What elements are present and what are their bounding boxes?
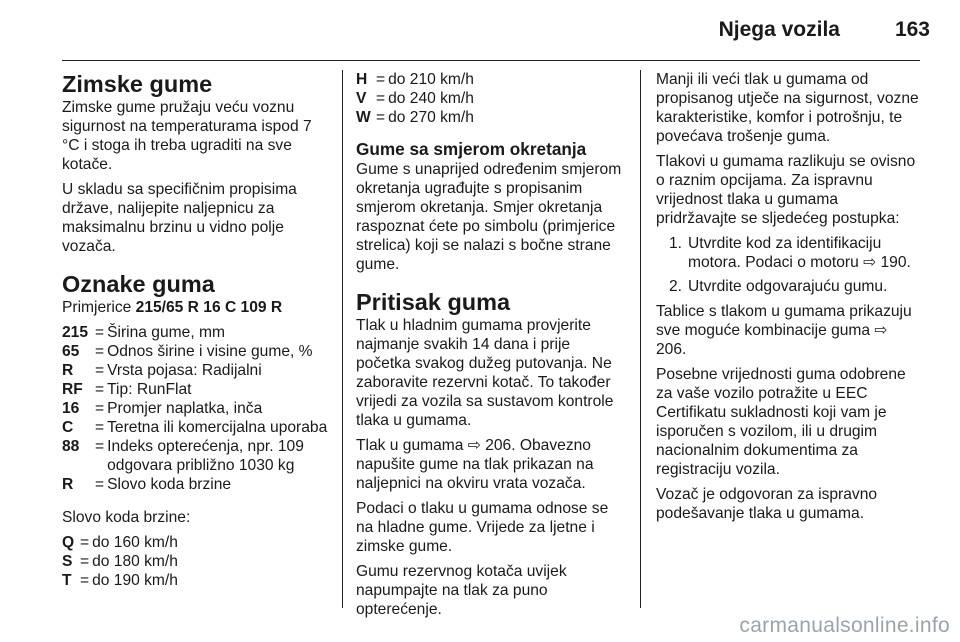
definition-value: Odnos širine i visine gume, % — [107, 343, 313, 360]
speed-row — [356, 70, 624, 89]
speed-value: do 210 km/h — [388, 71, 474, 88]
example-prefix: Primjerice — [62, 299, 136, 316]
column-3 — [656, 70, 922, 529]
speed-key: S — [62, 553, 73, 570]
definition-row — [62, 342, 330, 361]
definition-row — [62, 380, 330, 399]
definition-value: Promjer naplatka, inča — [107, 400, 263, 417]
procedure-step — [656, 234, 922, 272]
paragraph-col3-2: Tlakovi u gumama razlikuju se ovisno o raznim opcijama. Za ispravnu vrijednost tlaka u gumama pridržavajte se sljedećeg postupka: — [656, 153, 916, 227]
speed-key: T — [62, 572, 72, 589]
speed-row — [62, 533, 330, 552]
heading-winter-tires: Zimske gume — [62, 71, 213, 97]
speed-key: V — [356, 90, 367, 107]
column-2 — [356, 70, 624, 625]
speed-key: Q — [62, 534, 75, 551]
paragraph-col3-5: Vozač je odgovoran za ispravno podešavanje tlaka u gumama. — [656, 486, 878, 522]
definition-key: 65 — [62, 343, 80, 360]
equals-sign: = — [376, 109, 386, 126]
speed-row — [62, 571, 330, 590]
definition-row — [62, 399, 330, 418]
speed-code-list-1 — [62, 533, 330, 590]
equals-sign: = — [95, 476, 105, 493]
paragraph-col3-1: Manji ili veći tlak u gumama od propisanog utječe na sigurnost, vozne karakteristike, komfor i potrošnju, te povećava trošenje guma. — [656, 71, 919, 145]
definition-row — [62, 361, 330, 380]
definition-key: R — [62, 362, 74, 379]
step-text: Utvrdite kod za identifikaciju motora. Podaci o motoru ⇨ 190. — [688, 235, 911, 271]
speed-value: do 270 km/h — [388, 109, 474, 126]
definition-key: 215 — [62, 324, 89, 341]
equals-sign: = — [95, 362, 105, 379]
speed-value: do 240 km/h — [388, 90, 474, 107]
equals-sign: = — [376, 71, 386, 88]
equals-sign: = — [80, 534, 90, 551]
definition-row — [62, 323, 330, 342]
speed-row — [356, 89, 624, 108]
equals-sign: = — [95, 438, 105, 455]
definition-row — [62, 437, 330, 475]
running-header-title: Njega vozila — [718, 18, 840, 41]
speed-row — [356, 108, 624, 127]
step-number: 1. — [668, 235, 682, 252]
heading-tire-pressure: Pritisak guma — [356, 289, 511, 315]
watermark-text: carmanualsonline.info — [739, 614, 950, 637]
column-divider-2 — [640, 70, 641, 608]
column-1 — [62, 70, 330, 596]
speed-value: do 160 km/h — [92, 534, 178, 551]
definition-row — [62, 418, 330, 437]
definition-key: C — [62, 419, 74, 436]
paragraph-pressure-3: Podaci o tlaku u gumama odnose se na hladne gume. Vrijede za ljetne i zimske gume. — [356, 500, 609, 555]
definition-value: Indeks opterećenja, npr. 109 odgovara približno 1030 kg — [107, 438, 304, 474]
equals-sign: = — [80, 572, 90, 589]
example-line — [62, 298, 330, 317]
equals-sign: = — [95, 419, 105, 436]
heading-directional-tires: Gume sa smjerom okretanja — [356, 139, 587, 159]
speed-row — [62, 552, 330, 571]
column-divider-1 — [342, 70, 343, 608]
speed-key: W — [356, 109, 371, 126]
equals-sign: = — [376, 90, 386, 107]
heading-tire-marks: Oznake guma — [62, 271, 215, 297]
speed-value: do 190 km/h — [92, 572, 178, 589]
procedure-steps — [656, 234, 922, 296]
definition-key: R — [62, 476, 74, 493]
procedure-step — [656, 277, 922, 296]
paragraph-col3-4: Posebne vrijednosti guma odobrene za vaše vozilo potražite u EEC Certifikatu sukladnosti koji vam je isporučen s vozilom, ili u drugim nacionalnim dokumentima za registraciju vozila. — [656, 366, 906, 478]
speed-value: do 180 km/h — [92, 553, 178, 570]
definition-value: Vrsta pojasa: Radijalni — [107, 362, 262, 379]
definition-value: Teretna ili komercijalna uporaba — [107, 419, 328, 436]
definition-value: Slovo koda brzine — [107, 476, 232, 493]
paragraph-pressure-1: Tlak u hladnim gumama provjerite najmanje svakih 14 dana i prije početka svakog dužeg putovanja. Ne zaboravite rezervni kotač. To također vrijedi za vozila sa sustavom kontrole tlaka u gumama. — [356, 317, 614, 429]
equals-sign: = — [95, 400, 105, 417]
definition-value: Širina gume, mm — [107, 324, 225, 341]
tire-code-definitions — [62, 323, 330, 494]
equals-sign: = — [95, 343, 105, 360]
header-divider — [62, 60, 920, 61]
definition-key: 16 — [62, 400, 80, 417]
speed-code-intro: Slovo koda brzine: — [62, 509, 191, 526]
step-text: Utvrdite odgovarajuću gumu. — [688, 278, 888, 295]
paragraph-winter-1: Zimske gume pružaju veću voznu sigurnost na temperaturama ispod 7 °C i stoga ih treba ugraditi na sve kotače. — [62, 99, 312, 173]
definition-key: 88 — [62, 438, 80, 455]
definition-key: RF — [62, 381, 83, 398]
equals-sign: = — [95, 324, 105, 341]
page-number: 163 — [894, 18, 930, 41]
definition-value: Tip: RunFlat — [107, 381, 192, 398]
equals-sign: = — [80, 553, 90, 570]
equals-sign: = — [95, 381, 105, 398]
paragraph-pressure-4: Gumu rezervnog kotača uvijek napumpajte na tlak za puno opterećenje. — [356, 563, 567, 618]
step-number: 2. — [668, 278, 682, 295]
speed-key: H — [356, 71, 368, 88]
paragraph-pressure-2: Tlak u gumama ⇨ 206. Obavezno napušite gume na tlak prikazan na naljepnici na okviru vrata vozača. — [356, 437, 594, 492]
example-code: 215/65 R 16 C 109 R — [135, 299, 283, 316]
speed-code-list-2 — [356, 70, 624, 127]
paragraph-col3-3: Tablice s tlakom u gumama prikazuju sve moguće kombinacije guma ⇨ 206. — [656, 303, 912, 358]
definition-row — [62, 475, 330, 494]
paragraph-winter-2: U skladu sa specifičnim propisima države, nalijepite naljepnicu za maksimalnu brzinu u vidno polje vozača. — [62, 181, 297, 255]
paragraph-directional: Gume s unaprijed određenim smjerom okretanja ugrađujte s propisanim smjerom okretanja. Smjer okretanja raspoznat ćete po simbolu (primjerice strelica) koji se nalazi s bočne strane gume. — [356, 161, 622, 273]
